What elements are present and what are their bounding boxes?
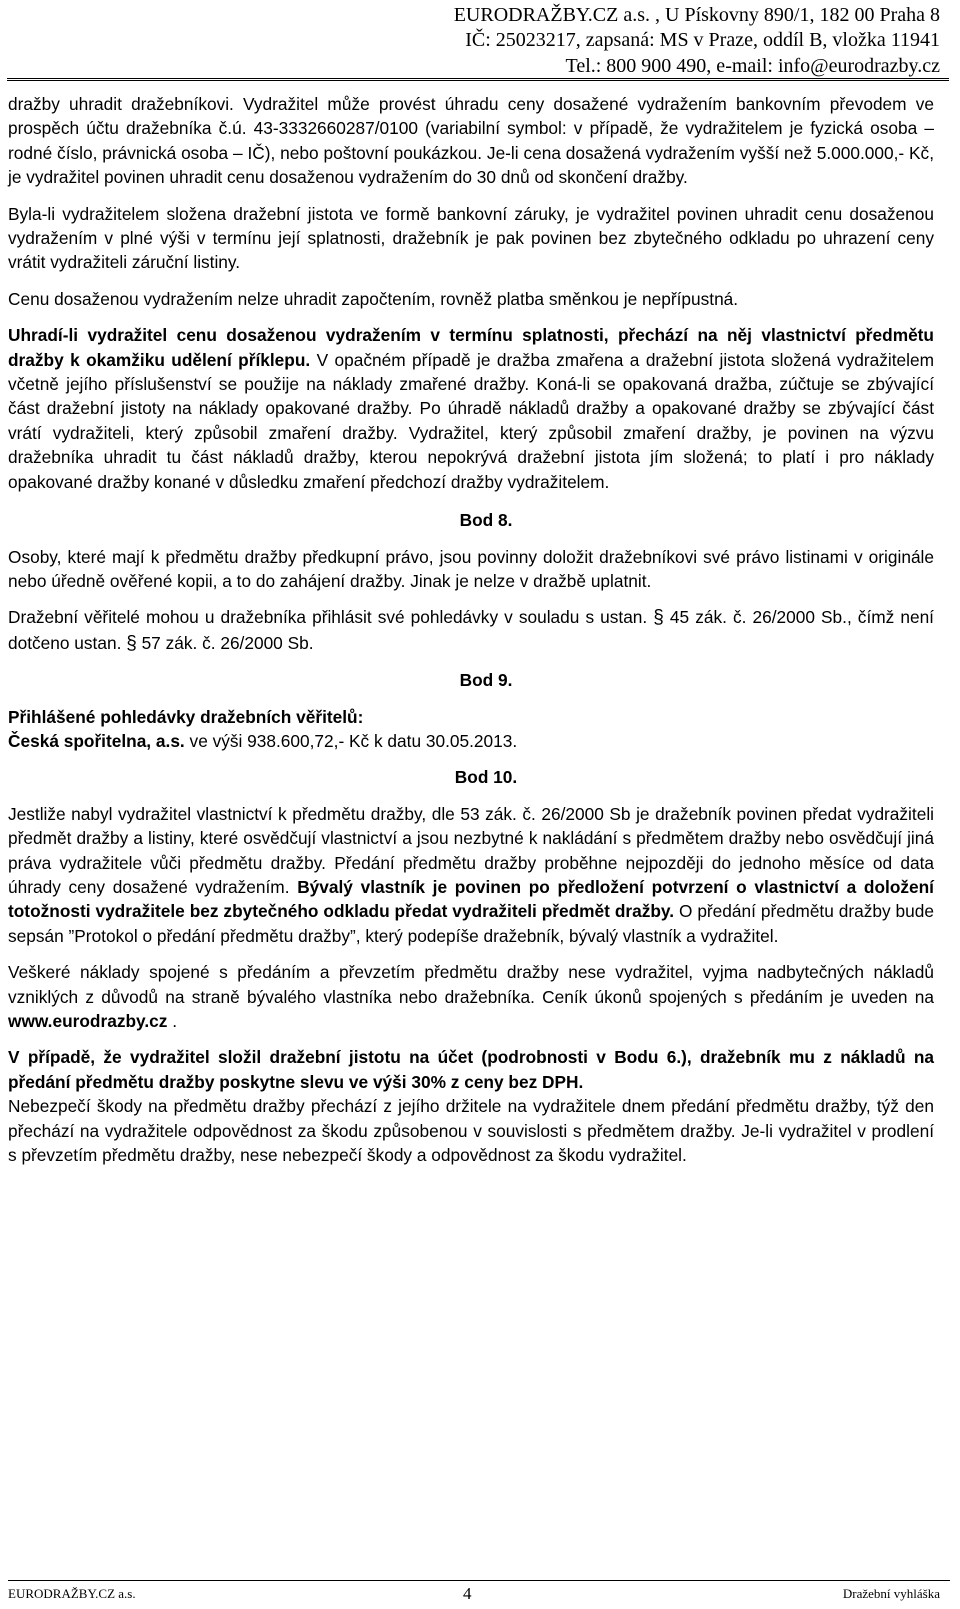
creditor-name: Česká spořitelna, a.s.: [8, 730, 185, 751]
payment-text: dražby uhradit dražebníkovi. Vydražitel může provést úhradu ceny dosažené vydražením bankovním převodem ve prospěch účtu dražebníka č.ú. 43-3332660287/0100 (variabilní symbol: v případě, že vydražitelem je fyzická osoba – rodné číslo, právnická osoba – IČ), nebo poštovní poukázkou. Je-li cena dosažená vydražením vyšší než 5.000.000,- Kč, je vydražitel povinen uhradit cenu dosaženou vydražením do 30 dnů od skončení dražby.: [8, 94, 934, 188]
footer-divider: [8, 1580, 950, 1581]
footer-document-title: Dražební vyhláška: [842, 1586, 940, 1601]
page-number: 4: [463, 1584, 472, 1603]
paragraph-no-offset: Cenu dosaženou vydražením nelze uhradit započtením, rovněž platba směnkou je nepřípustná.: [8, 288, 739, 309]
paragraph-payment: [8, 92, 934, 190]
creditors-text-c: 57 zák. č. 26/2000 Sb.: [136, 632, 314, 653]
page-footer: [8, 1580, 950, 1604]
paragraph-preemption: Osoby, které mají k předmětu dražby předkupní právo, jsou povinny doložit dražebníkovi své právo listinami v originále nebo úředně ověřené kopii, a to do zahájení dražby. Jinak je nelze v dražbě uplatnit.: [8, 546, 934, 591]
paragraph-creditors: [8, 605, 934, 656]
claim-amount: ve výši 938.600,72,- Kč k datu 30.05.2013.: [184, 730, 518, 751]
website-link[interactable]: www.eurodrazby.cz: [8, 1011, 168, 1031]
section-sign-icon: §: [653, 607, 664, 629]
handover-costs-text: Veškeré náklady spojené s předáním a převzetím předmětu dražby nese vydražitel, vyjma nadbytečných nákladů vzniklých z důvodů na straně bývalého vlastníka nebo dražebníka. Ceník úkonů spojených s předáním je uveden na: [8, 962, 934, 1007]
handover-costs-end: .: [167, 1011, 178, 1031]
creditors-text-a: Dražební věřitelé mohou u dražebníka přihlásit své pohledávky v souladu s ustan.: [8, 607, 654, 628]
header-divider: [7, 78, 949, 81]
paragraph-discount: V případě, že vydražitel složil dražební jistotu na účet (podrobnosti v Bodu 6.), dražebník mu z nákladů na předání předmětu dražby poskytne slevu ve výši 30% z ceny bez DPH.: [8, 1047, 934, 1092]
header-registration: IČ: 25023217, zapsaná: MS v Praze, oddíl B, vložka 11941: [465, 29, 940, 51]
paragraph-handover: [8, 802, 934, 948]
claims-subheading: Přihlášené pohledávky dražebních věřitelů:: [8, 706, 364, 727]
creditors-text-b: 45 zák. č. 26/2000 Sb., čímž není dotčeno ustan.: [8, 607, 934, 653]
paragraph-ownership-transfer: [8, 323, 934, 494]
paragraph-bank-guarantee: Byla-li vydražitelem složena dražební jistota ve formě bankovní záruky, je vydražitel povinen uhradit cenu dosaženou vydražením v plné výši v termínu její splatnosti, dražebník je pak povinen bez zbytečného odkladu po uhrazení ceny vrátit vydražiteli záruční listiny.: [8, 203, 934, 273]
section-sign-icon: §: [126, 632, 137, 654]
document-body: [8, 92, 934, 1179]
heading-bod-8: Bod 8.: [459, 510, 513, 531]
handover-text-c: O předání předmětu dražby bude sepsán ”Protokol o předání předmětu dražby”, který podepíše dražebník, bývalý vlastník a vydražitel.: [8, 901, 934, 946]
ownership-transfer-bold: Uhradí-li vydražitel cenu dosaženou vydražením v termínu splatnosti, přechází na něj vlastnictví předmětu dražby k okamžiku udělení příklepu.: [8, 325, 934, 370]
heading-bod-10: Bod 10.: [454, 767, 518, 788]
footer-company: EURODRAŽBY.CZ a.s.: [8, 1586, 136, 1601]
paragraph-risk: Nebezpečí škody na předmětu dražby přechází z jejího držitele na vydražitele dnem předání předmětu dražby, týž den přechází na vydražitele odpovědnost za škodu způsobenou v souvislosti s předmětem dražby. Je-li vydražitel v prodlení s převzetím předmětu dražby, nese nebezpečí škody a odpovědnost za škodu vydražitel.: [8, 1096, 934, 1166]
header-contact: Tel.: 800 900 490, e-mail: info@eurodrazby.cz: [565, 55, 940, 77]
handover-text-a: Jestliže nabyl vydražitel vlastnictví k předmětu dražby, dle 53 zák. č. 26/2000 Sb je dražebník povinen předat vydražiteli předmět dražby a listiny, které osvědčují vlastnictví a jsou nezbytné k nakládání s předmětem dražby nebo osvědčují jiná práva vydražitele vůči předmětu dražby. Předání předmětu dražby proběhne nejpozději do jednoho měsíce od data úhrady ceny dosažené vydražením.: [8, 803, 934, 897]
handover-bold: Bývalý vlastník je povinen po předložení potvrzení o vlastnictví a doložení totožnosti vydražitele bez zbytečného odkladu předat vydražiteli předmět dražby.: [8, 876, 934, 922]
paragraph-handover-costs: [8, 960, 934, 1033]
ownership-transfer-rest: V opačném případě je dražba zmařena a dražební jistota složená vydražitelem včetně jejího příslušenství se použije na náklady zmařené dražby. Koná-li se opakovaná dražba, zúčtuje se zbývající část dražební jistoty na náklady opakované dražby. Po úhradě nákladů dražby a opakované dražby se zbývající část vrátí vydražiteli, který způsobil zmaření dražby. Vydražitel, který způsobil zmaření dražby, je povinen na výzvu dražebníka uhradit tu část nákladů dražby, kterou nepokrývá dražební jistota jím složená; to platí i pro náklady opakované dražby konané v důsledku zmaření předchozí dražby vydražitelem.: [8, 349, 934, 492]
heading-bod-9: Bod 9.: [459, 670, 513, 691]
paragraph-claim: [8, 729, 934, 753]
header-company-address: EURODRAŽBY.CZ a.s. , U Pískovny 890/1, 182 00 Praha 8: [453, 4, 940, 26]
